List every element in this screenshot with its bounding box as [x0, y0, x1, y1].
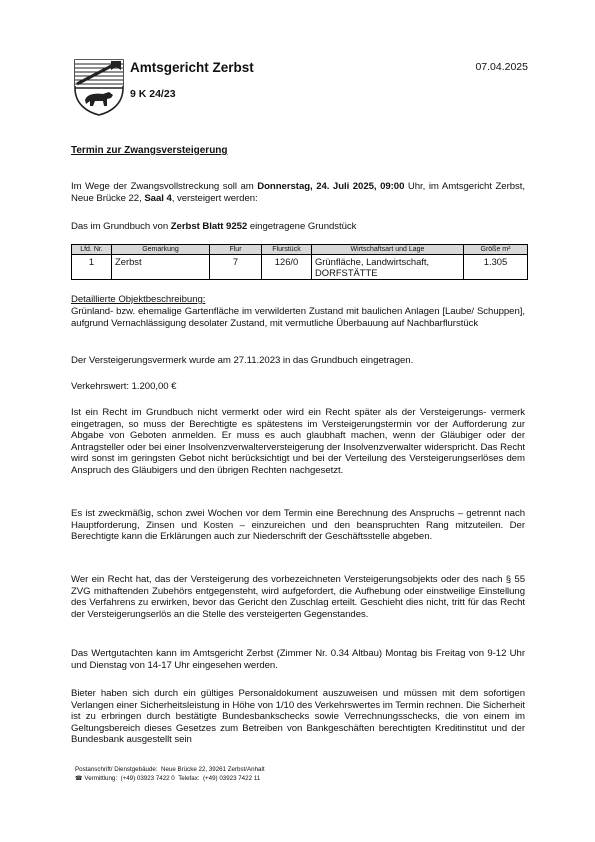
phone-label: ☎ Vermittlung: [75, 775, 118, 782]
table-header: Größe m² [464, 245, 528, 255]
table-cell: 1 [72, 255, 112, 280]
table-header-row [72, 245, 528, 255]
fax-label: Telefax: [178, 775, 200, 782]
fax-value: (+49) 03923 7422 11 [202, 775, 261, 782]
register-paragraph [71, 221, 525, 233]
table-row [72, 255, 528, 280]
intro-end: , versteigert werden: [171, 192, 258, 204]
bidder-paragraph: Bieter haben sich durch ein gültiges Personaldokument auszuweisen und müssen mit dem sofortigen Verlangen einer Sicherheitsleistung in Höhe von 1/10 des Verkehrswertes im Termin rechnen. Die Sicherheit ist zu erbringen durch bestätigte Bundesbankschecks sowie Verrechnungsschecks, die von einem im Geltungsbereich dieses Gesetzes zum Betreiben von Bankgeschäften berechtigten Kreditinstitut und der Bundesbank ausgestellt sein [71, 688, 525, 746]
vermerk-text: Der Versteigerungsvermerk wurde am 27.11.2023 in das Grundbuch eingetragen. [71, 355, 414, 366]
coat-of-arms-logo [73, 58, 125, 116]
intro-text: Im Wege der Zwangsvollstreckung soll am [71, 181, 258, 192]
description-title: Detaillierte Objektbeschreibung: [71, 294, 206, 305]
table-cell: Grünfläche, Landwirtschaft, DORFSTÄTTE [312, 255, 464, 280]
register-end: eingetragene Grundstück [247, 221, 357, 232]
table-header: Lfd. Nr. [72, 245, 112, 255]
footer [75, 765, 265, 783]
register-sheet: Zerbst Blatt 9252 [170, 221, 248, 232]
table-header: Gemarkung [112, 245, 210, 255]
footer-address [75, 765, 265, 774]
table-header: Flurstück [262, 245, 312, 255]
footer-phone [75, 774, 265, 783]
table-cell: 7 [210, 255, 262, 280]
file-number: 9 K 24/23 [130, 88, 176, 100]
address-value: Neue Brücke 22, 39261 Zerbst/Anhalt [161, 766, 265, 773]
table-cell: 1.305 [464, 255, 528, 280]
court-name: Amtsgericht Zerbst [130, 60, 254, 75]
table-cell: 126/0 [262, 255, 312, 280]
register-text: Das im Grundbuch von [71, 221, 171, 232]
document-date: 07.04.2025 [475, 61, 528, 73]
intro-paragraph [71, 181, 525, 204]
property-table [71, 244, 528, 280]
description-text: Grünland- bzw. ehemalige Gartenfläche im verwilderten Zustand mit baulichen Anlagen [Laube/ Schuppen], aufgrund Vernachlässigung desolater Zustand, mit vermutliche Überbauung auf Nachbarflurstück [71, 306, 525, 329]
phone-value: (+49) 03923 7422 0 [120, 775, 175, 782]
document-heading: Termin zur Zwangsversteigerung [71, 145, 228, 156]
objection-paragraph: Wer ein Recht hat, das der Versteigerung des vorbezeichneten Versteigerungsobjekts oder des nach § 55 ZVG mithaftenden Zubehörs entgegensteht, wird aufgefordert, die Aufhebung oder einstweilige Einstellung des Verfahrens zu erwirken, bevor das Gericht den Zuschlag erteilt. Geschieht dies nicht, tritt für das Recht der Versteigerungserlös an die Stelle des versteigerten Gegenstandes. [71, 574, 525, 620]
auction-date: Donnerstag, 24. Juli 2025, 09:00 [257, 181, 405, 192]
claim-paragraph: Es ist zweckmäßig, schon zwei Wochen vor dem Termin eine Berechnung des Anspruchs – getrennt nach Hauptforderung, Zinsen und Kosten – einzureichen und den beanspruchten Rang mitzuteilen. Der Berechtigte kann die Erklärungen auch zur Niederschrift der Geschäftsstelle abgeben. [71, 508, 525, 543]
rights-paragraph: Ist ein Recht im Grundbuch nicht vermerkt oder wird ein Recht später als der Versteigerungs- vermerk eingetragen, so muss der Berechtigte es spätestens im Versteigerungstermin vor der Aufforderung zur Abgabe von Geboten anmelden. Er muss es auch glaubhaft machen, wenn der Gläubiger oder der Antragsteller oder bei einer Insolvenzverwalterversteigerung der Insolvenzverwalter widerspricht. Das Recht wird sonst im geringsten Gebot nicht berücksichtigt und bei der Verteilung des Versteigerungserlöses dem Anspruch des Gläubigers und den übrigen Rechten nachgesetzt. [71, 407, 525, 476]
table-header: Wirtschaftsart und Lage [312, 245, 464, 255]
appraisal-paragraph: Das Wertgutachten kann im Amtsgericht Zerbst (Zimmer Nr. 0.34 Altbau) Montag bis Freitag von 9-12 Uhr und Dienstag von 14-17 Uhr eingesehen werden. [71, 648, 525, 671]
market-value: Verkehrswert: 1.200,00 € [71, 381, 177, 392]
table-header: Flur [210, 245, 262, 255]
intro-location: Uhr, im Amtsgericht Zerbst, Neue Brücke 22, [71, 181, 525, 204]
table-cell: Zerbst [112, 255, 210, 280]
address-label: Postanschrift/ Dienstgebäude: [75, 766, 158, 773]
auction-room: Saal 4 [144, 192, 172, 204]
